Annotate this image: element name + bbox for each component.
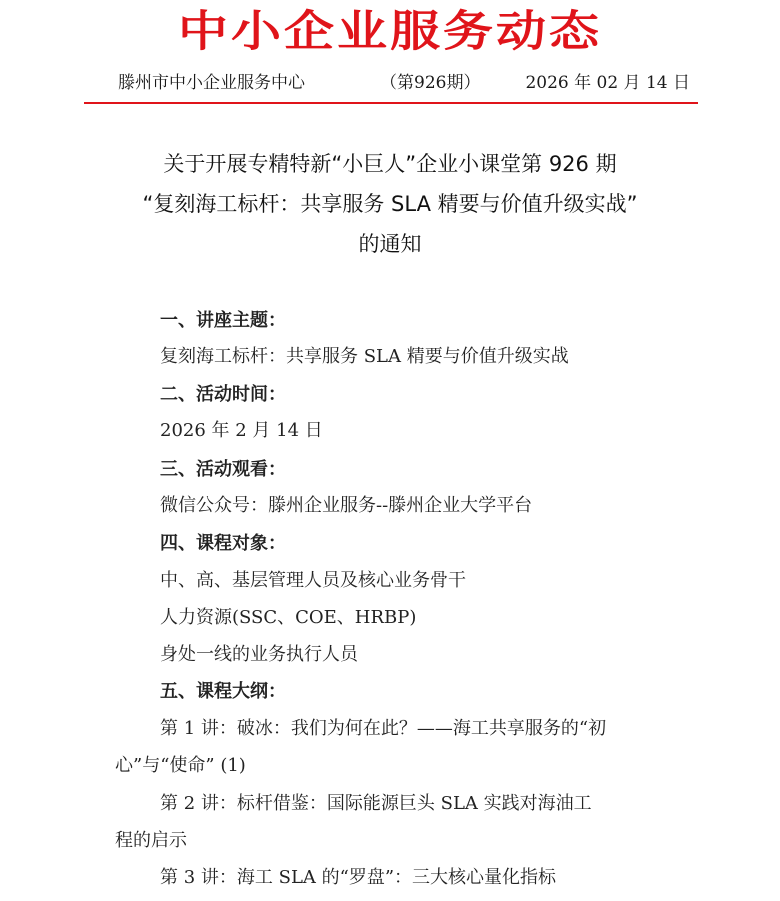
notice-title-line: 关于开展专精特新“小巨人”企业小课堂第 926 期 [163,152,617,176]
section-heading-watch: 三、活动观看： [160,459,286,480]
notice-title [0,144,780,264]
notice-title-line: 的通知 [358,232,422,256]
audience-item: 身处一线的业务执行人员 [160,644,358,665]
topic-text: 复刻海工标杆：共享服务 SLA 精要与价值升级实战 [160,346,569,367]
section-heading-time: 二、活动时间： [160,384,286,405]
issuer-name: 滕州市中小企业服务中心 [118,73,305,93]
masthead-divider [84,102,698,104]
section-heading-audience: 四、课程对象： [160,533,286,554]
watch-text: 微信公众号：滕州企业服务--滕州企业大学平台 [160,495,533,516]
outline-item: 第 1 讲：破冰：我们为何在此？——海工共享服务的“初 [160,718,607,739]
outline-item: 程的启示 [115,830,187,851]
masthead [0,0,780,68]
masthead-title: 中小企业服务动态 [178,6,602,57]
audience-item: 人力资源(SSC、COE、HRBP) [160,607,417,628]
outline-item: 心”与“使命” (1) [115,755,246,776]
time-text: 2026 年 2 月 14 日 [160,420,323,441]
outline-item: 第 3 讲：海工 SLA 的“罗盘”：三大核心量化指标 [160,867,557,888]
outline-item: 第 2 讲：标杆借鉴：国际能源巨头 SLA 实践对海油工 [160,793,592,814]
section-heading-outline: 五、课程大纲： [160,681,286,702]
notice-title-line: “复刻海工标杆：共享服务 SLA 精要与价值升级实战” [142,192,638,216]
issue-number: （第926期） [380,73,481,93]
section-heading-topic: 一、讲座主题： [160,310,286,331]
issue-date: 2026 年 02 月 14 日 [525,73,690,93]
audience-item: 中、高、基层管理人员及核心业务骨干 [160,570,466,591]
